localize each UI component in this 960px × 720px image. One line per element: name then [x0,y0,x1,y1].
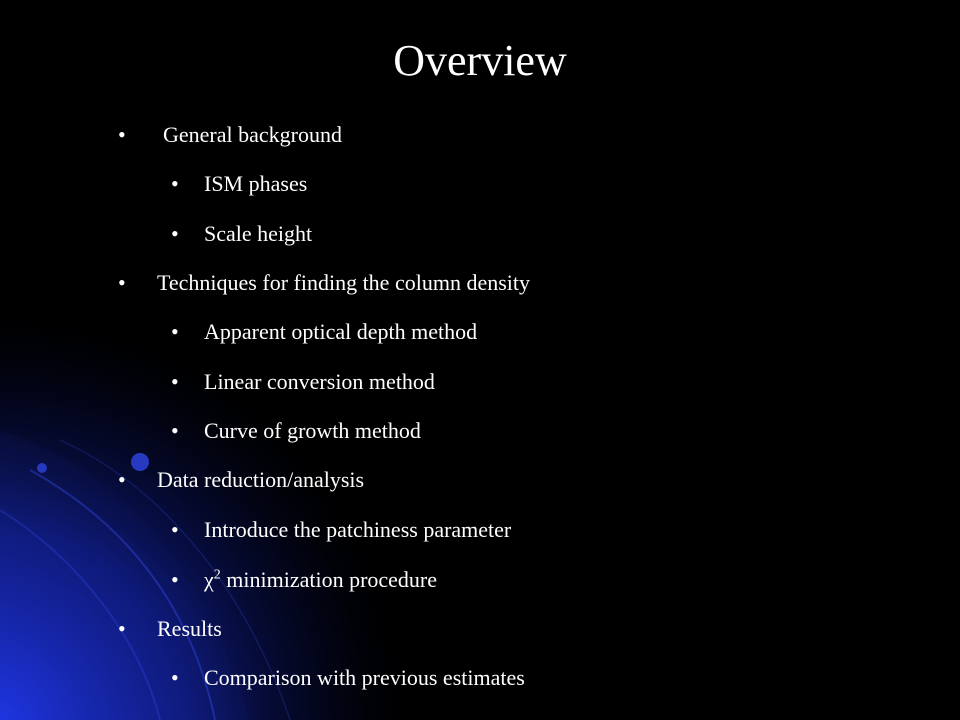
item-text: Techniques for finding the column density [157,270,530,295]
item-text: Results [157,616,222,641]
bullet-icon: • [171,665,179,690]
item-text: General background [163,122,342,147]
bullet-icon: • [171,517,179,542]
bullet-icon: • [171,418,179,443]
item-text: Curve of growth method [204,418,421,443]
slide-title: Overview [393,36,567,85]
item-text: ISM phases [204,171,308,196]
item-text: Scale height [204,221,313,246]
bullet-icon: • [118,122,126,147]
item-text-rest: minimization procedure [220,567,438,592]
bullet-icon: • [171,319,179,344]
bullet-icon: • [171,369,179,394]
item-text: Data reduction/analysis [157,467,365,492]
bullet-icon: • [118,270,126,295]
bullet-icon: • [171,221,179,246]
bullet-icon: • [171,567,179,592]
item-text: Introduce the patchiness parameter [204,517,512,542]
bullet-icon: • [118,616,126,641]
item-text: Linear conversion method [204,369,435,394]
chi-symbol: χ [204,567,214,592]
item-text: Apparent optical depth method [204,319,478,344]
item-text: Comparison with previous estimates [204,665,525,690]
bullet-icon: • [171,171,179,196]
item-text [204,566,437,594]
bullet-icon: • [118,467,126,492]
superscript: 2 [213,567,221,583]
